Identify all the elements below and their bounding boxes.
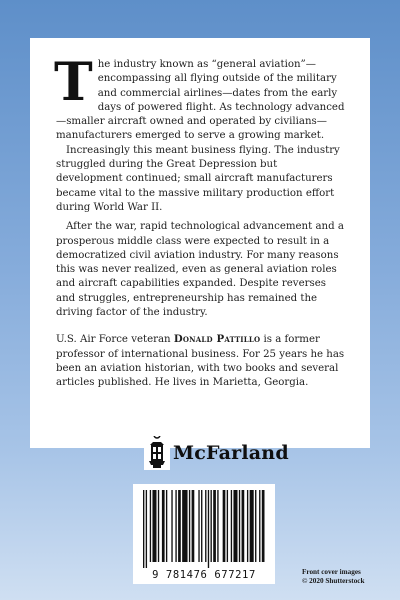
barcode-bar [262, 490, 265, 562]
barcode-bar [242, 490, 245, 562]
barcode-bar [198, 490, 199, 562]
lantern-icon [144, 436, 170, 470]
barcode-bar [259, 490, 260, 562]
cover-credit [302, 568, 394, 586]
barcode-bar [162, 490, 165, 562]
barcode-bar [233, 490, 237, 562]
blurb-paragraph-1-text: he industry known as “general aviation”—encompassing all flying outside of the military and commercial airlines—dates from the early days of powered flight. As technology advanced—smaller aircraft owned and operated by civilians—manufacturers emerged to serve a growing market. [56, 59, 345, 142]
barcode-bar [182, 490, 187, 562]
barcode-bar [150, 490, 151, 562]
barcode-bar [152, 490, 156, 562]
barcode-bar [217, 490, 218, 562]
barcode-bar [247, 490, 248, 562]
barcode-bar [158, 490, 159, 562]
barcode-bars [139, 490, 269, 568]
blurb-paragraph-2: Increasingly this meant business flying. The industry struggled during the Great Depression but development continued; small aircraft manufacturers became vital to the massive military production effort during World War II. [56, 144, 340, 213]
barcode-bar [189, 490, 190, 562]
barcode-bar [178, 490, 181, 562]
barcode-bar [227, 490, 228, 562]
author-intro: U.S. Air Force veteran [56, 334, 174, 346]
barcode-bar [146, 490, 147, 568]
barcode-bar [201, 490, 202, 562]
blurb-paragraph-1 [54, 52, 346, 144]
isbn-barcode [133, 484, 275, 584]
credit-line-1: Front cover images [302, 568, 361, 576]
publisher-name: McFarland [173, 442, 289, 464]
barcode-bar [175, 490, 176, 562]
blurb-paragraph-3: After the war, rapid technological advancement and a prosperous middle class were expected to result in a democratized civil aviation industry. For many reasons this was never realized, even as general aviation roles and aircraft capabilities expanded. Despite reverses and struggles, entrepreneurship has remained the driving factor of the industry. [56, 221, 344, 319]
publisher-logo [144, 436, 289, 470]
drop-cap: T [54, 52, 93, 113]
author-name: Donald Pattillo [173, 333, 261, 346]
barcode-bar [250, 490, 254, 562]
isbn-digits: 9 781476 677217 [152, 569, 256, 581]
credit-line-2: © 2020 Shutterstock [302, 577, 365, 585]
barcode-bar [213, 490, 216, 562]
barcode-bar [166, 490, 167, 562]
barcode-bar [255, 490, 256, 562]
author-bio-text: is a former professor of international business. For 25 years he has been an aviation historian, with two books and several articles published. He lives in Marietta, Georgia. [56, 334, 345, 389]
barcode-bar [239, 490, 240, 562]
barcode-bar [192, 490, 195, 562]
barcode-bar [223, 490, 226, 562]
barcode-bar [205, 490, 206, 562]
barcode-bar [231, 490, 232, 562]
author-bio [56, 332, 346, 390]
barcode-bar [208, 490, 209, 568]
barcode-bar [143, 490, 144, 568]
blurb-panel [30, 38, 370, 448]
barcode-bar [211, 490, 212, 562]
barcode-bar [171, 490, 172, 562]
